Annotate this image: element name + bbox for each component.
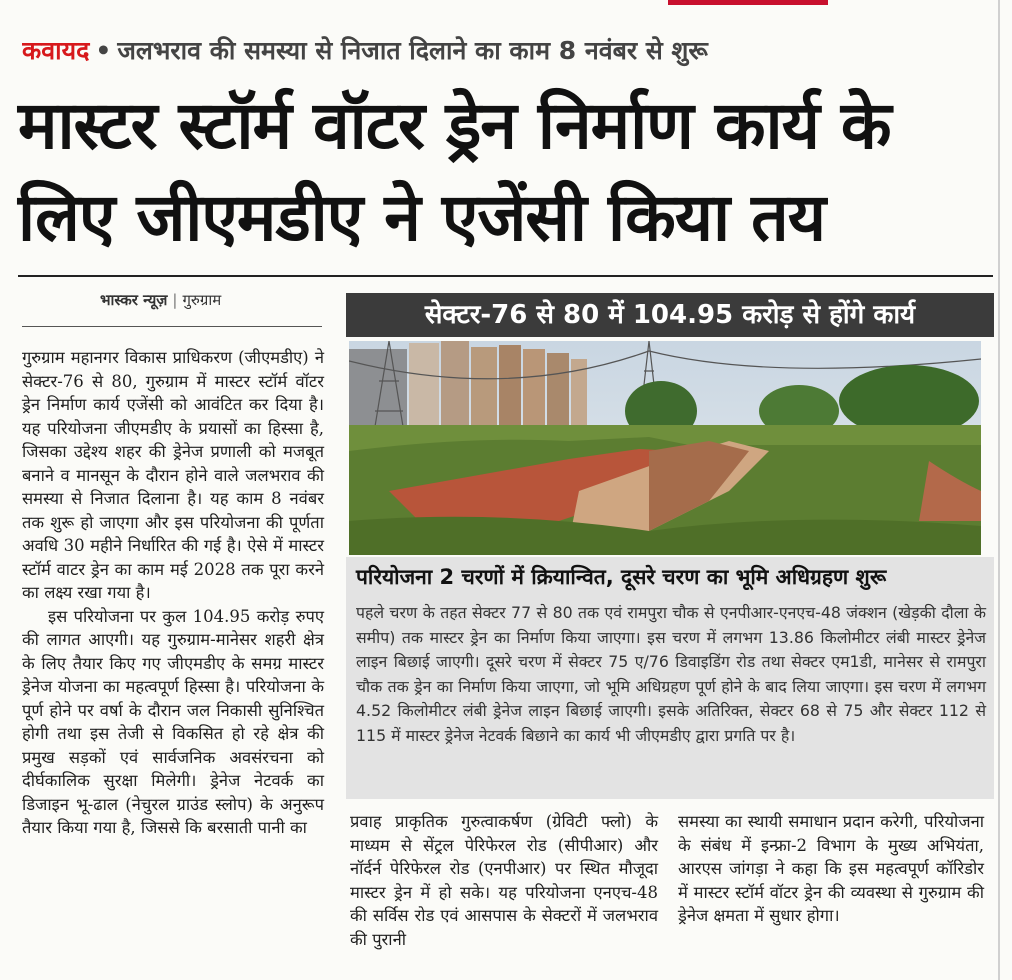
photo-caption: सेक्टर-76 से 80 में 104.95 करोड़ से होंगे कार्य — [346, 293, 994, 337]
byline-source: भास्कर न्यूज़ — [100, 291, 168, 309]
article-column-1 — [22, 346, 324, 840]
top-accent-bar — [668, 0, 828, 5]
column-divider — [998, 0, 1000, 980]
byline-place: गुरुग्राम — [182, 291, 222, 309]
article-paragraph-2: इस परियोजना पर कुल 104.95 करोड़ रुपए की लागत आएगी। यह गुरुग्राम-मानेसर शहरी क्षेत्र के लिए तैयार किए गए जीएमडीए के समग्र मास्टर ड्रेनेज योजना का महत्वपूर्ण हिस्सा है। परियोजना के पूर्ण होने पर वर्षा के दौरान जल निकासी सुनिश्चित होगी तथा इस तेजी से विकसित हो रहे क्षेत्र की प्रमुख सड़कों एवं सार्वजनिक अवसंरचना को दीर्घकालिक सुरक्षा मिलेगी। ड्रेनेज नेटवर्क का डिजाइन भू-ढाल (नेचुरल ग्राउंड स्लोप) के अनुरूप तैयार किया गया है, जिससे कि बरसाती पानी का — [22, 606, 324, 837]
drain-site-photo — [349, 341, 981, 555]
kicker-label: कवायद — [22, 36, 90, 65]
kicker-text: जलभराव की समस्या से निजात दिलाने का काम 8 नवंबर से शुरू — [117, 36, 708, 65]
kicker — [22, 30, 992, 72]
article-paragraph-1: गुरुग्राम महानगर विकास प्राधिकरण (जीएमडीए) ने सेक्टर-76 से 80, गुरुग्राम में मास्टर स्टॉर्म वॉटर ड्रेन निर्माण कार्य एजेंसी को आवंटित कर दिया है। यह परियोजना जीएमडीए के प्रयासों का हिस्सा है, जिसका उद्देश्य शहर की ड्रेनेज प्रणाली को मजबूत बनाने व मानसून के दौरान होने वाले जलभराव की समस्या से निजात दिलाना है। यह काम 8 नवंबर तक शुरू हो जाएगा और इस परियोजना की पूर्णता अवधि 30 महीने निर्धारित की गई है। ऐसे में मास्टर स्टॉर्म वाटर ड्रेन का काम मई 2028 तक पूरा करने का लक्ष्य रखा गया है। — [22, 348, 324, 602]
article-column-3: समस्या का स्थायी समाधान प्रदान करेगी, परियोजना के संबंध में इन्फ्रा-2 विभाग के मुख्य अभियंता, आरएस जांगड़ा ने कहा कि इस महत्वपूर्ण कॉरिडोर में मास्टर स्टॉर्म वॉटर ड्रेन की व्यवस्था से गुरुग्राम की ड्रेनेज क्षमता में सुधार होगा। — [678, 812, 984, 925]
byline — [100, 290, 221, 310]
kicker-separator: • — [95, 36, 112, 65]
byline-rule — [22, 326, 322, 327]
byline-separator: | — [172, 291, 178, 309]
headline-rule — [18, 275, 993, 277]
info-box-heading: परियोजना 2 चरणों में क्रियान्वित, दूसरे चरण का भूमि अधिग्रहण शुरू — [356, 565, 887, 589]
headline: मास्टर स्टॉर्म वॉटर ड्रेन निर्माण कार्य के लिए जीएमडीए ने एजेंसी किया तय — [18, 87, 891, 256]
info-box-body: पहले चरण के तहत सेक्टर 77 से 80 तक एवं रामपुरा चौक से एनपीआर-एनएच-48 जंक्शन (खेड़की दौला के समीप) तक मास्टर ड्रेन का निर्माण किया जाएगा। इस चरण में लगभग 13.86 किलोमीटर लंबी मास्टर ड्रेनेज लाइन बिछाई जाएगी। दूसरे चरण में सेक्टर 75 ए/76 डिवाइडिंग रोड तथा सेक्टर एम1डी, मानेसर से रामपुरा चौक तक ड्रेन का निर्माण किया जाएगा, जो भूमि अधिग्रहण पूर्ण होने के बाद लिया जाएगा। इस चरण में लगभग 4.52 किलोमीटर लंबी ड्रेनेज लाइन बिछाई जाएगी। इसके अतिरिक्त, सेक्टर 68 से 75 और सेक्टर 112 से 115 में मास्टर ड्रेनेज नेटवर्क बिछाने का कार्य भी जीएमडीए द्वारा प्रगति पर है। — [356, 603, 986, 745]
article-column-2: प्रवाह प्राकृतिक गुरुत्वाकर्षण (ग्रेविटी फ्लो) के माध्यम से सेंट्रल पेरिफेरल रोड (सीपीआर) और नॉर्दर्न पेरिफेरल रोड (एनपीआर) पर स्थित मौजूदा मास्टर ड्रेन में हो सके। यह परियोजना एनएच-48 की सर्विस रोड एवं आसपास के सेक्टरों में जलभराव की पुरानी — [350, 812, 658, 949]
